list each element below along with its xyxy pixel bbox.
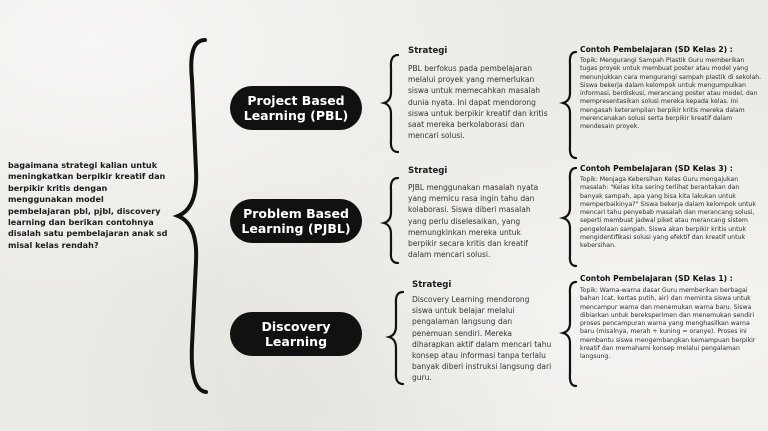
- example-text-pbl: Topik: Mengurangi Sampah Plastik Guru memberikan tugas proyek untuk membuat poster atau model yang menunjukkan cara mengurangi sampah plastik di sekolah. Siswa bekerja dalam kelompok untuk mengumpulkan informasi, berdiskusi, merancang poster atau model, dan mempresentasikan solusi mereka kepada kelas. Ini mengasah keterampilan berpikir kritis mereka dalam merencanakan solusi serta berpikir kreatif dalam mendesain proyek.: [580, 57, 762, 131]
- main-brace: [178, 40, 206, 392]
- example-title-pjbl: Contoh Pembelajaran (SD Kelas 3) :: [580, 164, 733, 173]
- strategy-title-discovery: Strategi: [412, 280, 452, 290]
- strategy-text-discovery: Discovery Learning mendorong siswa untuk belajar melalui pengalaman langsung dan penemuan sendiri. Mereka diharapkan aktif dalam mencari tahu konsep atau informasi tanpa terlalu banyak diberi instruksi langsung dari guru.: [412, 295, 552, 383]
- strategy-title-pbl: Strategi: [408, 46, 448, 56]
- pill-pbl: Project Based Learning (PBL): [230, 86, 362, 130]
- brace-discovery-example: [563, 282, 576, 386]
- example-text-discovery: Topik: Warna-warna dasar Guru memberikan berbagai bahan (cat, kertas putih, air) dan meminta siswa untuk mencampur warna dan menemukan warna baru. Siswa dibiarkan untuk bereksperimen dan menemukan sendiri proses pencampuran warna yang menghasilkan warna baru (misalnya, merah + kuning = oranye). Proses ini membantu siswa mengembangkan kemampuan berpikir kreatif dan memahami konsep melalui pengalaman langsung.: [580, 287, 756, 361]
- brace-discovery-strategy: [389, 292, 403, 384]
- brace-pjbl-example: [563, 168, 576, 266]
- question-text: bagaimana strategi kalian untuk meningkatkan berpikir kreatif dan berpikir kritis dengan menggunakan model pembelajaran pbl, pjbl, discovery learning dan berikan contohnya disalah satu pembelajaran anak sd misal kelas rendah?: [8, 160, 168, 250]
- example-title-pbl: Contoh Pembelajaran (SD Kelas 2) :: [580, 45, 733, 54]
- example-text-pjbl: Topik: Menjaga Kebersihan Kelas Guru mengajukan masalah: "Kelas kita sering terlihat berantakan dan banyak sampah, apa yang bisa kita lakukan untuk memperbaikinya?" Siswa bekerja dalam kelompok untuk mencari tahu penyebab masalah dan merancang solusi, seperti membuat jadwal piket atau merancang sistem pengelolaan sampah. Siswa akan berpikir kritis untuk mengidentifikasi solusi yang efektif dan kreatif untuk kebersihan.: [580, 176, 756, 250]
- strategy-title-pjbl: Strategi: [408, 166, 448, 176]
- brace-pbl-strategy: [384, 55, 398, 152]
- strategy-text-pbl: PBL berfokus pada pembelajaran melalui proyek yang memerlukan siswa untuk memecahkan masalah dunia nyata. Ini dapat mendorong siswa untuk berpikir kreatif dan kritis saat mereka berkolaborasi dan mencari solusi.: [408, 64, 548, 141]
- brace-pjbl-strategy: [384, 178, 398, 263]
- brace-pbl-example: [563, 52, 576, 158]
- pill-pjbl: Problem Based Learning (PJBL): [230, 199, 362, 243]
- example-title-discovery: Contoh Pembelajaran (SD Kelas 1) :: [580, 274, 733, 283]
- strategy-text-pjbl: PJBL menggunakan masalah nyata yang memicu rasa ingin tahu dan kolaborasi. Siswa diberi masalah yang perlu diselesaikan, yang memungkinkan mereka untuk berpikir secara kritis dan kreatif dalam mencari solusi.: [408, 183, 539, 260]
- pill-discovery: Discovery Learning: [230, 312, 362, 356]
